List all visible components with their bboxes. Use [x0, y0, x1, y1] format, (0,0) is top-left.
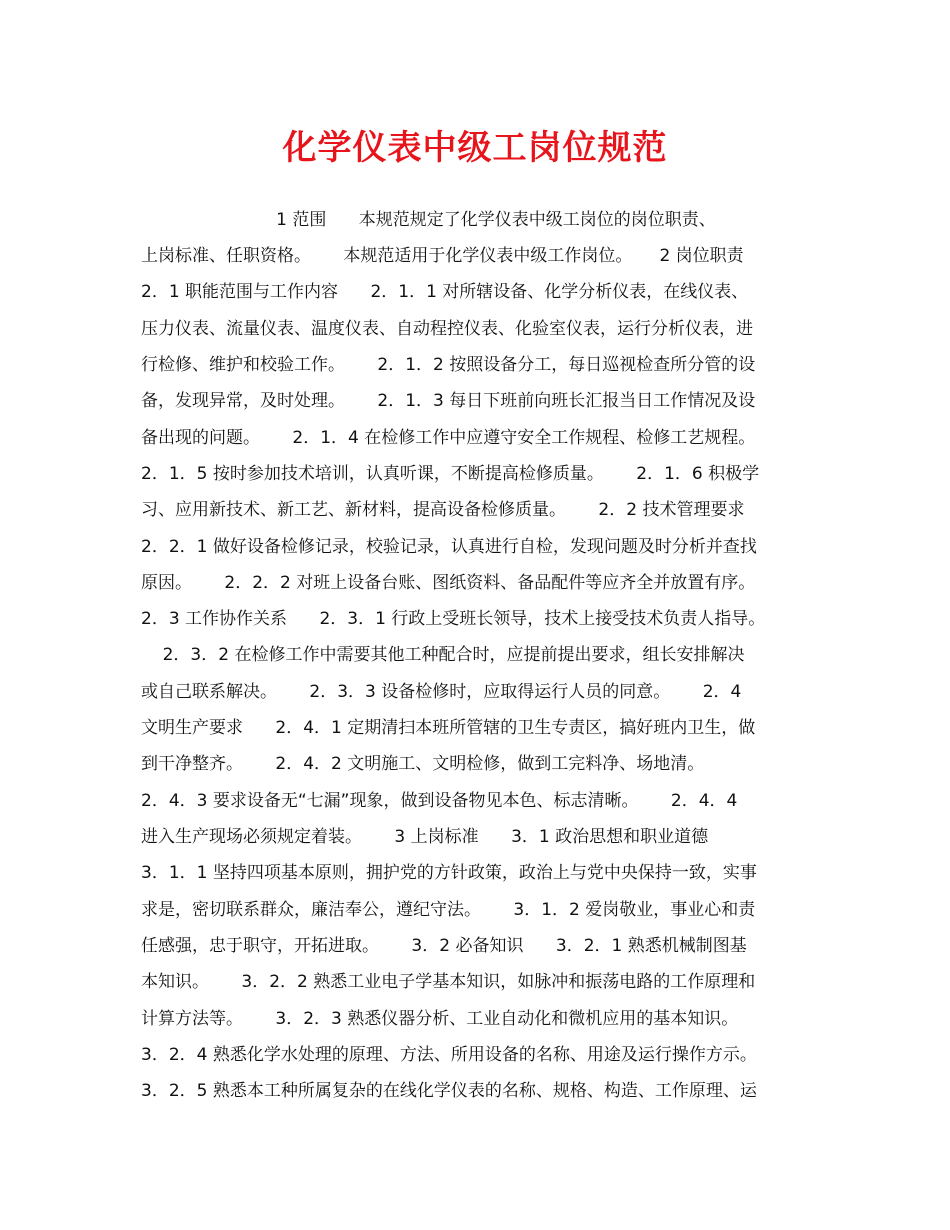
body-line: 3．1．1 坚持四项基本原则，拥护党的方针政策，政治上与党中央保持一致，实事: [141, 863, 757, 883]
body-line: 到干净整齐。 2．4．2 文明施工、文明检修，做到工完料净、场地清。: [141, 754, 705, 774]
body-line: 2．3 工作协作关系 2．3．1 行政上受班长领导，技术上接受技术负责人指导。: [141, 609, 766, 629]
body-line: 本知识。 3．2．2 熟悉工业电子学基本知识，如脉冲和振荡电路的工作原理和: [141, 972, 756, 992]
document-title: 化学仪表中级工岗位规范: [282, 128, 668, 168]
body-line: 任感强，忠于职守，开拓进取。 3．2 必备知识 3．2．1 熟悉机械制图基: [141, 936, 747, 956]
body-line: 3．2．4 熟悉化学水处理的原理、方法、所用设备的名称、用途及运行操作方示。: [141, 1045, 757, 1065]
body-line: 1 范围 本规范规定了化学仪表中级工岗位的岗位职责、: [141, 210, 716, 230]
body-line: 原因。 2．2．2 对班上设备台账、图纸资料、备品配件等应齐全并放置有序。: [141, 573, 756, 593]
body-line: 备出现的问题。 2．1．4 在检修工作中应遵守安全工作规程、检修工艺规程。: [141, 428, 756, 448]
body-line: 求是，密切联系群众，廉洁奉公，遵纪守法。 3．1．2 爱岗敬业，事业心和责: [141, 900, 756, 920]
body-line: 2．4．3 要求设备无“七漏”现象，做到设备物见本色、标志清晰。 2．4．4: [141, 791, 738, 811]
body-line: 2．3．2 在检修工作中需要其他工种配合时，应提前提出要求，组长安排解决: [141, 645, 745, 665]
body-line: 文明生产要求 2．4．1 定期清扫本班所管辖的卫生专责区，搞好班内卫生，做: [141, 718, 756, 738]
body-line: 3．2．5 熟悉本工种所属复杂的在线化学仪表的名称、规格、构造、工作原理、运: [141, 1081, 757, 1101]
body-line: 压力仪表、流量仪表、温度仪表、自动程控仪表、化验室仪表，运行分析仪表，进: [141, 319, 753, 339]
body-line: 进入生产现场必须规定着装。 3 上岗标准 3．1 政治思想和职业道德: [141, 827, 709, 847]
body-line: 或自己联系解决。 2．3．3 设备检修时，应取得运行人员的同意。 2．4: [141, 682, 742, 702]
body-line: 2．1 职能范围与工作内容 2．1．1 对所辖设备、化学分析仪表，在线仪表、: [141, 282, 749, 302]
body-line: 备，发现异常，及时处理。 2．1．3 每日下班前向班长汇报当日工作情况及设: [141, 391, 756, 411]
body-line: 行检修、维护和校验工作。 2．1．2 按照设备分工，每日巡视检查所分管的设: [141, 355, 756, 375]
body-line: 2．2．1 做好设备检修记录，校验记录，认真进行自检，发现问题及时分析并查找: [141, 537, 757, 557]
body-line: 计算方法等。 3．2．3 熟悉仪器分析、工业自动化和微机应用的基本知识。: [141, 1009, 739, 1029]
body-line: 上岗标准、任职资格。 本规范适用于化学仪表中级工作岗位。 2 岗位职责: [141, 246, 744, 266]
body-line: 2．1．5 按时参加技术培训，认真听课，不断提高检修质量。 2．1．6 积极学: [141, 464, 760, 484]
body-line: 习、应用新技术、新工艺、新材料，提高设备检修质量。 2．2 技术管理要求: [141, 500, 745, 520]
